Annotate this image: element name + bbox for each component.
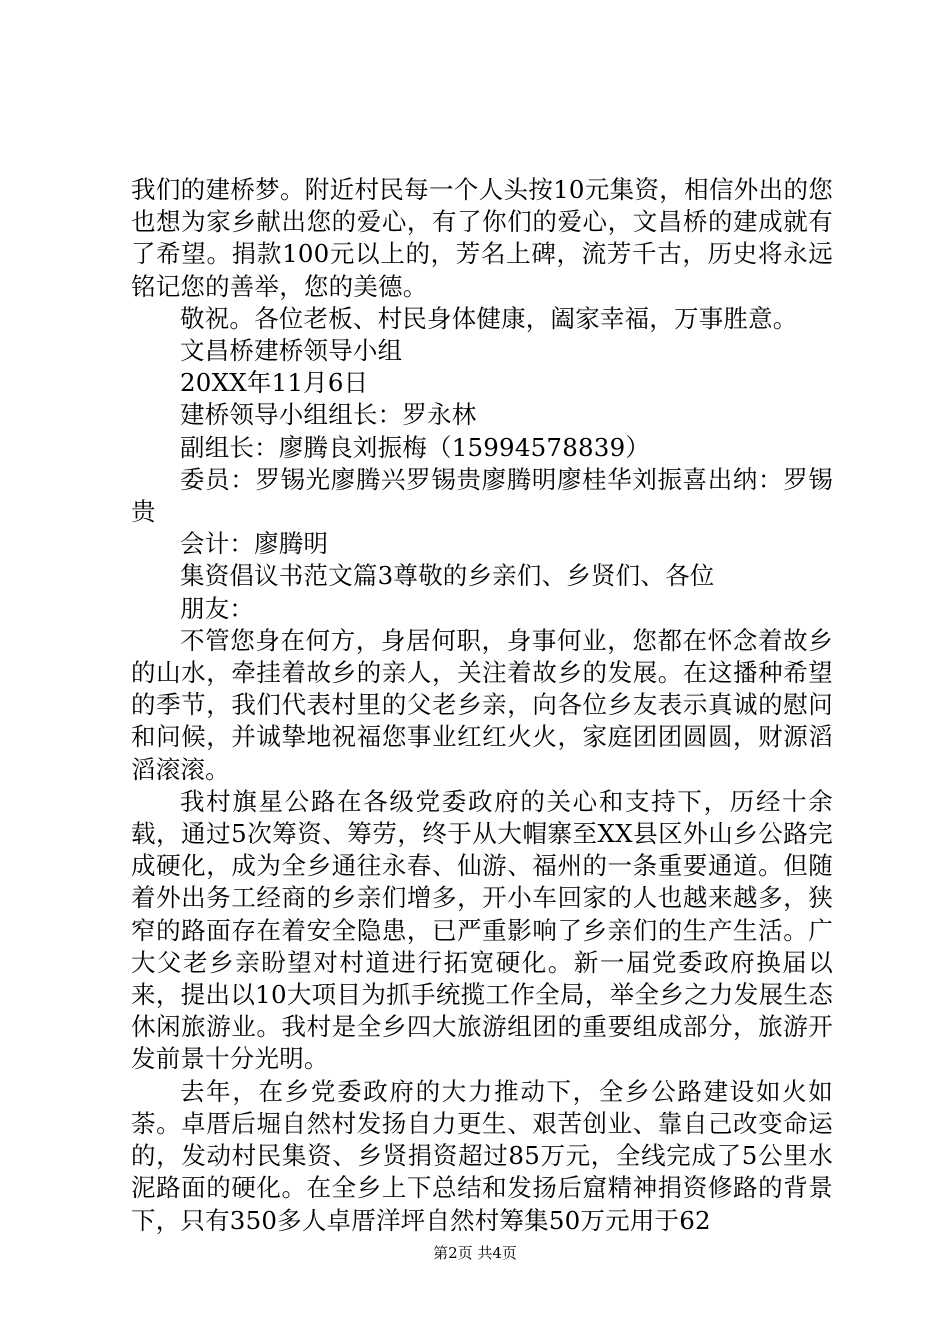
section-heading: 集资倡议书范文篇3尊敬的乡亲们、乡贤们、各位 <box>180 561 715 591</box>
deputy-leader-line: 副组长：廖腾良刘振梅（15994578839） <box>180 432 651 462</box>
accountant-line: 会计：廖腾明 <box>180 529 329 559</box>
signature-date: 20XX年11月6日 <box>180 368 369 398</box>
leader-line: 建桥领导小组组长：罗永林 <box>180 400 477 430</box>
paragraph-road-history: 我村旗星公路在各级党委政府的关心和支持下，历经十余载，通过5次筹资、筹劳，终于从大帽寨至XX县区外山乡公路完成硬化，成为全乡通往永春、仙游、福州的一条重要通道。但随着外出务工经商的乡亲们增多，开小车回家的人也越来越多，狭窄的路面存在着安全隐患，已严重影响了乡亲们的生产生活。广大父老乡亲盼望对村道进行拓宽硬化。新一届党委政府换届以来，提出以10大项目为抓手统揽工作全局，举全乡之力发展生态休闲旅游业。我村是全乡四大旅游组团的重要组成部分，旅游开发前景十分光明。 <box>131 786 833 1074</box>
salutation: 朋友： <box>180 593 255 623</box>
members-line: 委员：罗锡光廖腾兴罗锡贵廖腾明廖桂华刘振喜出纳：罗锡贵 <box>131 464 833 527</box>
paragraph-continuation: 我们的建桥梦。附近村民每一个人头按10元集资，相信外出的您也想为家乡献出您的爱心，有了你们的爱心，文昌桥的建成就有了希望。捐款100元以上的，芳名上碑，流芳千古，历史将永远铭记您的善举，您的美德。 <box>131 175 833 301</box>
paragraph-greeting: 不管您身在何方，身居何职，身事何业，您都在怀念着故乡的山水，牵挂着故乡的亲人，关注着故乡的发展。在这播种希望的季节，我们代表村里的父老乡亲，向各位乡友表示真诚的慰问和问候，并诚挚地祝福您事业红红火火，家庭团团圆圆，财源滔滔滚滚。 <box>131 625 833 784</box>
page-number-footer: 第2页 共4页 <box>433 1244 517 1262</box>
signature-group: 文昌桥建桥领导小组 <box>180 336 403 366</box>
document-body <box>131 174 833 1237</box>
paragraph-last-year: 去年，在乡党委政府的大力推动下，全乡公路建设如火如荼。卓厝后堀自然村发扬自力更生、艰苦创业、靠自己改变命运的，发动村民集资、乡贤捐资超过85万元，全线完成了5公里水泥路面的硬化。在全乡上下总结和发扬后窟精神捐资修路的背景下，只有350多人卓厝洋坪自然村筹集50万元用于62 <box>131 1076 833 1235</box>
paragraph-wishes: 敬祝。各位老板、村民身体健康，阖家幸福，万事胜意。 <box>180 303 798 333</box>
